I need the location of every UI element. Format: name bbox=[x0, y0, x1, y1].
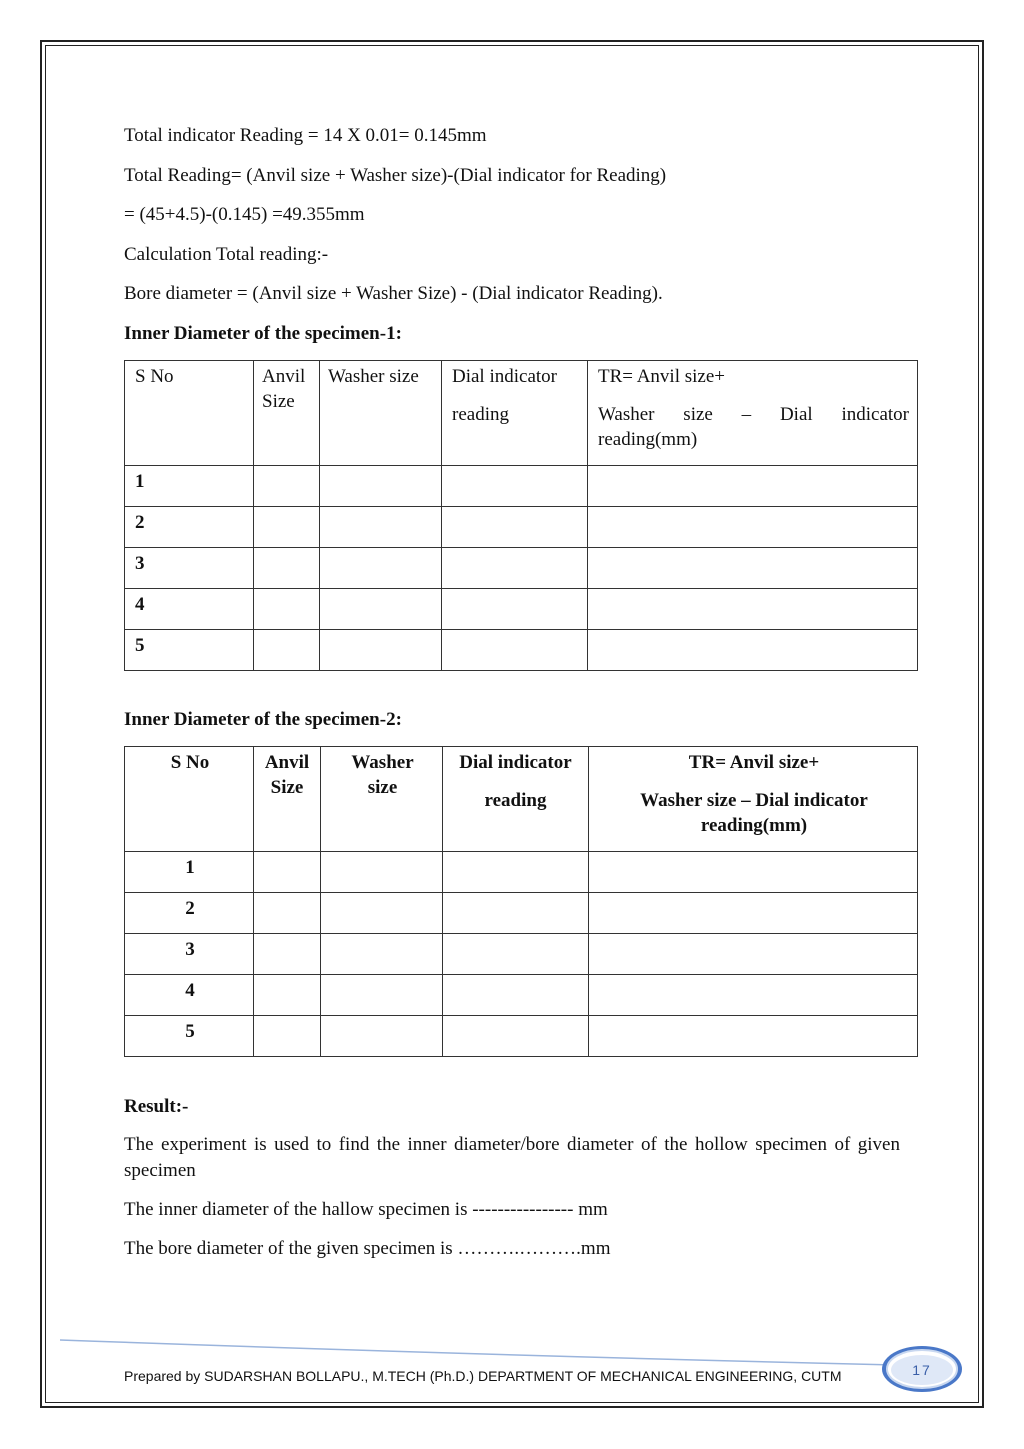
table1-sno-cell: 2 bbox=[125, 507, 254, 548]
table2-sno-cell: 3 bbox=[125, 934, 254, 975]
line-bore-diameter-formula: Bore diameter = (Anvil size + Washer Size) - (Dial indicator Reading). bbox=[124, 283, 663, 304]
table1-header-sno: S No bbox=[125, 361, 254, 466]
table2-cell bbox=[254, 852, 321, 893]
table1-cell bbox=[442, 466, 588, 507]
table1-cell bbox=[588, 548, 918, 589]
table1-cell bbox=[588, 466, 918, 507]
table1-header-dial: Dial indicator reading bbox=[442, 361, 588, 466]
footer-prepared-by: Prepared by SUDARSHAN BOLLAPU., M.TECH (Ph.D.) DEPARTMENT OF MECHANICAL ENGINEERING, CUTM bbox=[124, 1368, 842, 1384]
table1-sno-cell: 4 bbox=[125, 589, 254, 630]
table2-cell bbox=[443, 1016, 589, 1057]
table2-header-sno: S No bbox=[125, 747, 254, 852]
table2-sno-cell: 5 bbox=[125, 1016, 254, 1057]
page-number: 17 bbox=[912, 1362, 932, 1378]
table2-cell bbox=[589, 852, 918, 893]
table1-header-tr-justified-line: Washer size – Dial indicator bbox=[598, 404, 909, 425]
table1-cell bbox=[254, 630, 320, 671]
footer-divider-line bbox=[60, 1338, 940, 1368]
table2-cell bbox=[443, 852, 589, 893]
result-paragraph-2: The inner diameter of the hallow specimen is ---------------- mm bbox=[124, 1199, 608, 1220]
table1-sno-cell: 1 bbox=[125, 466, 254, 507]
table2-cell bbox=[321, 893, 443, 934]
result-heading: Result:- bbox=[124, 1096, 189, 1117]
line-total-reading-formula: Total Reading= (Anvil size + Washer size)-(Dial indicator for Reading) bbox=[124, 165, 667, 186]
table1-cell bbox=[320, 548, 442, 589]
table1-sno-cell: 3 bbox=[125, 548, 254, 589]
table2-cell bbox=[254, 893, 321, 934]
table2-cell bbox=[589, 1016, 918, 1057]
table1-header-tr: TR= Anvil size+ Washer size – Dial indicator reading(mm) bbox=[588, 361, 918, 466]
table1-cell bbox=[320, 589, 442, 630]
table2-cell bbox=[443, 893, 589, 934]
table2-header-row bbox=[125, 747, 918, 852]
table-row bbox=[125, 1016, 918, 1057]
table-row bbox=[125, 630, 918, 671]
table2-sno-cell: 4 bbox=[125, 975, 254, 1016]
table1-cell bbox=[588, 630, 918, 671]
table-row bbox=[125, 893, 918, 934]
table2-sno-cell: 1 bbox=[125, 852, 254, 893]
table2-sno-cell: 2 bbox=[125, 893, 254, 934]
table2-heading: Inner Diameter of the specimen-2: bbox=[124, 709, 402, 730]
table-row bbox=[125, 507, 918, 548]
table2-header-dial: Dial indicator reading bbox=[443, 747, 589, 852]
line-total-reading-value: = (45+4.5)-(0.145) =49.355mm bbox=[124, 204, 365, 225]
table-row bbox=[125, 934, 918, 975]
table2-header-washer: Washer size bbox=[321, 747, 443, 852]
table2-header-anvil: Anvil Size bbox=[254, 747, 321, 852]
table1-cell bbox=[320, 466, 442, 507]
table2-cell bbox=[589, 975, 918, 1016]
table-row bbox=[125, 466, 918, 507]
table2-cell bbox=[254, 1016, 321, 1057]
table1-cell bbox=[254, 466, 320, 507]
table1-header-row bbox=[125, 361, 918, 466]
table2-cell bbox=[589, 934, 918, 975]
table1-cell bbox=[320, 507, 442, 548]
table1-cell bbox=[442, 507, 588, 548]
table-row bbox=[125, 548, 918, 589]
table1-heading: Inner Diameter of the specimen-1: bbox=[124, 323, 402, 344]
table1-cell bbox=[320, 630, 442, 671]
table2-cell bbox=[321, 934, 443, 975]
table1-cell bbox=[588, 507, 918, 548]
table1-cell bbox=[442, 630, 588, 671]
table2-header-tr: TR= Anvil size+ Washer size – Dial indicator reading(mm) bbox=[589, 747, 918, 852]
table1-header-washer: Washer size bbox=[320, 361, 442, 466]
result-paragraph-3: The bore diameter of the given specimen is ……….……….mm bbox=[124, 1238, 611, 1259]
table1-cell bbox=[588, 589, 918, 630]
table-row bbox=[125, 589, 918, 630]
table1-header-anvil: Anvil Size bbox=[254, 361, 320, 466]
table2-cell bbox=[589, 893, 918, 934]
table2-cell bbox=[321, 975, 443, 1016]
table2-cell bbox=[443, 934, 589, 975]
table1-cell bbox=[442, 548, 588, 589]
table2-cell bbox=[321, 1016, 443, 1057]
table1-cell bbox=[254, 589, 320, 630]
table1-cell bbox=[254, 507, 320, 548]
table-specimen-1 bbox=[124, 360, 918, 671]
table1-cell bbox=[442, 589, 588, 630]
line-total-indicator-reading: Total indicator Reading = 14 X 0.01= 0.145mm bbox=[124, 125, 487, 146]
line-calculation-heading: Calculation Total reading:- bbox=[124, 244, 329, 265]
table2-cell bbox=[321, 852, 443, 893]
table2-cell bbox=[443, 975, 589, 1016]
table-row bbox=[125, 852, 918, 893]
table2-cell bbox=[254, 934, 321, 975]
table1-sno-cell: 5 bbox=[125, 630, 254, 671]
table2-cell bbox=[254, 975, 321, 1016]
result-paragraph-1: The experiment is used to find the inner diameter/bore diameter of the hollow specimen of given specimen bbox=[124, 1134, 900, 1181]
table-row bbox=[125, 975, 918, 1016]
table-specimen-2 bbox=[124, 746, 918, 1057]
table1-cell bbox=[254, 548, 320, 589]
